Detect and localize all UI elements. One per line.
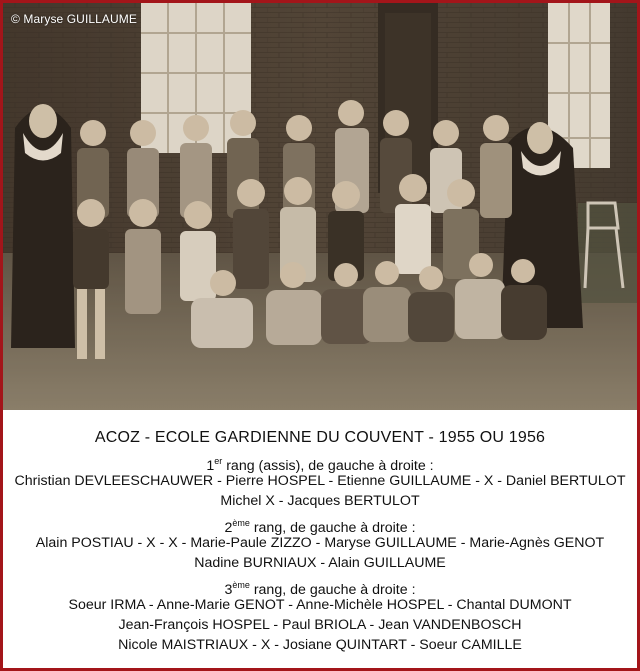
row-1-text: rang (assis), de gauche à droite : (222, 458, 434, 474)
row-1-number: 1 (206, 458, 215, 474)
row-2-names-line-1: Alain POSTIAU - X - X - Marie-Paule ZIZZO - Maryse GUILLAUME - Marie-Agnès GENOT (35, 535, 605, 551)
row-3-heading (3, 573, 637, 598)
row-2-number: 2 (224, 520, 233, 536)
row-1-heading (3, 449, 637, 474)
row-3-names-line-2: Jean-François HOSPEL - Paul BRIOLA - Jean VANDENBOSCH (118, 617, 522, 633)
caption-title: ACOZ - ECOLE GARDIENNE DU COUVENT - 1955 OU 1956 (94, 429, 546, 446)
row-3-names-line-1: Soeur IRMA - Anne-Marie GENOT - Anne-Michèle HOSPEL - Chantal DUMONT (68, 597, 572, 613)
row-1-names-line-1: Christian DEVLEESCHAUWER - Pierre HOSPEL - Etienne GUILLAUME - X - Daniel BERTULOT (14, 473, 626, 489)
row-2-heading (3, 511, 637, 536)
row-2-names-line-2: Nadine BURNIAUX - Alain GUILLAUME (194, 555, 446, 571)
row-3-text: rang, de gauche à droite : (249, 582, 416, 598)
row-1-suffix: er (214, 456, 223, 466)
row-1-names-line-2: Michel X - Jacques BERTULOT (220, 493, 420, 509)
photo-caption (3, 410, 637, 668)
row-2-text: rang, de gauche à droite : (249, 520, 416, 536)
row-2-suffix: ème (232, 518, 250, 528)
row-3-names-line-3: Nicole MAISTRIAUX - X - Josiane QUINTART - Soeur CAMILLE (118, 637, 522, 653)
row-3-number: 3 (224, 582, 233, 598)
copyright-watermark: © Maryse GUILLAUME (11, 12, 138, 26)
photo-illustration (3, 3, 637, 410)
class-photo (3, 3, 637, 410)
row-3-suffix: ème (232, 580, 250, 590)
